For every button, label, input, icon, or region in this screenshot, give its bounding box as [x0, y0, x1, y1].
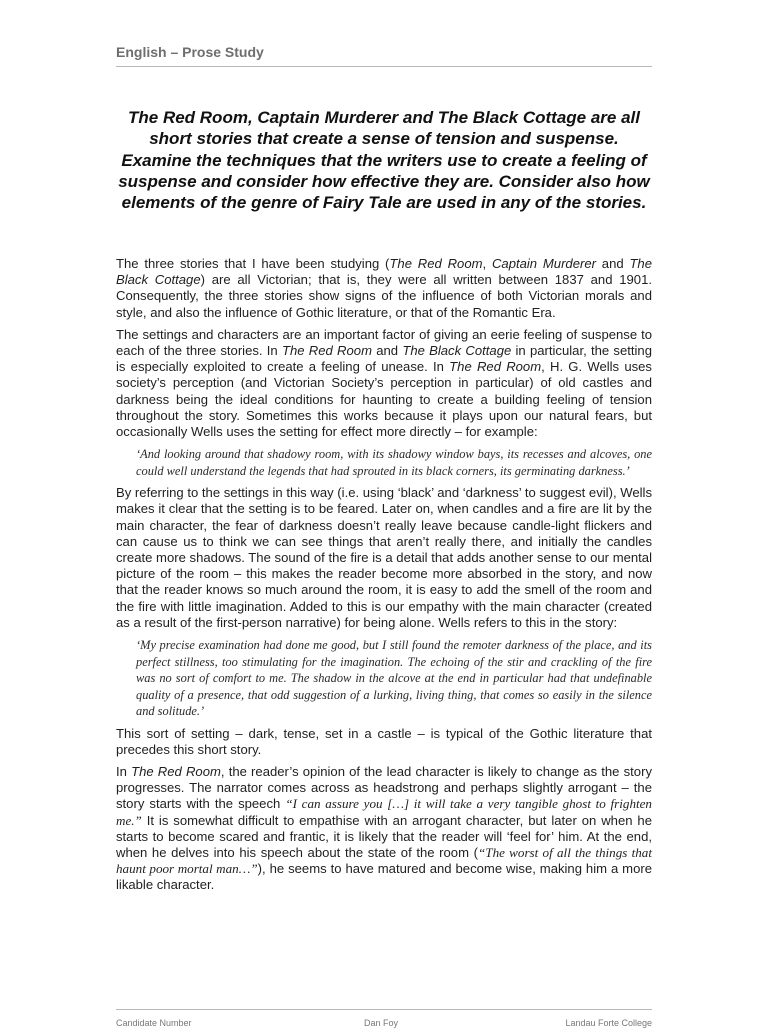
- inline-quote: “I can assure you […] it will take a very tangible ghost to frighten me.”: [116, 796, 652, 828]
- story-title: The Black Cottage: [402, 343, 512, 359]
- paragraph-setting-analysis: By referring to the settings in this way (i.e. using ‘black’ and ‘darkness’ to suggest evil), Wells makes it clear that the setting is to be feared. Later on, when candles and a fire are lit by the main character, the fear of darkness doesn’t really leave because candle-light flickers and can cause us to think we can see things that aren’t really there, and initially the candles create more shadows. The sound of the fire is a detail that adds another sense to our mental picture of the room – this makes the reader become more absorbed in the story, and now that the reader knows so much around the room, it is easy to add the smell of the room and the fire with little imagination. Added to this is our empathy with the main character (created as a result of the first-person narrative) for being alone. Wells refers to this in the story:: [116, 485, 652, 630]
- page-footer: [116, 1009, 652, 1028]
- essay-question: The Red Room, Captain Murderer and The Black Cottage are all short stories that create a sense of tension and suspense. Examine the techniques that the writers use to create a feeling of suspense and consider how effective they are. Consider also how elements of the genre of Fairy Tale are used in any of the stories.: [118, 108, 650, 213]
- paragraph-gothic: This sort of setting – dark, tense, set in a castle – is typical of the Gothic literature that precedes this short story.: [116, 725, 652, 757]
- footer-candidate-number: Candidate Number: [116, 1018, 192, 1028]
- page-header: [116, 44, 652, 67]
- story-title: Captain Murderer: [491, 256, 596, 271]
- paragraph-character: In The Red Room, the reader’s opinion of the lead character is likely to change as the story progresses. The narrator comes across as headstrong and perhaps slightly arrogant – the story starts with the speech “I can assure you […] it will take a very tangible ghost to frighten me.” It is somewhat difficult to empathise with an arrogant character, but later on when he starts to become scared and frantic, it is likely that the reader will ‘feel for’ him. At the end, when he delves into his speech about the state of the room (“The worst of all the things that haunt poor mortal man…”), he seems to have matured and become wise, making him a more likable character.: [116, 763, 653, 893]
- footer-author: Dan Foy: [364, 1018, 399, 1028]
- inline-quote: “The worst of all the things that haunt poor mortal man…”: [116, 844, 652, 877]
- story-title: The Red Room: [389, 256, 483, 271]
- paragraph-intro: The three stories that I have been studying (The Red Room, Captain Murderer and The Black Cottage) are all Victorian; that is, they were all written between 1837 and 1901. Consequently, the three stories show signs of the influence of both Victorian morals and style, and also the influence of Gothic literature, or that of the Romantic Era.: [116, 256, 652, 320]
- essay-body: [116, 256, 652, 900]
- story-title: The Black Cottage: [116, 256, 652, 288]
- paragraph-settings: The settings and characters are an important factor of giving an eerie feeling of suspense to each of the three stories. In The Red Room and The Black Cottage in particular, the setting is especially exploited to create a feeling of unease. In The Red Room, H. G. Wells uses society’s perception (and Victorian Society’s perception in particular) of old castles and darkness being the ideal conditions for haunting to create a building feeling of tension throughout the story. Sometimes this works because it plays upon our natural fears, but occasionally Wells uses the setting for effect more directly – for example:: [116, 326, 652, 440]
- block-quote: ‘And looking around that shadowy room, with its shadowy window bays, its recesses and alcoves, one could well understand the legends that had sprouted in its black corners, its germinating darkness.’: [136, 447, 652, 478]
- story-title: The Red Room: [281, 343, 372, 359]
- story-title: The Red Room: [131, 763, 221, 779]
- document-page: [116, 0, 653, 1028]
- block-quote: ‘My precise examination had done me good, but I still found the remoter darkness of the place, and its perfect stillness, too stimulating for the imagination. The echoing of the stir and crackling of the fire was no sort of comfort to me. The shadow in the alcove at the end in particular had that undefinable quality of a presence, that odd suggestion of a lurking, living thing, that comes so easily in the silence and solitude.’: [136, 638, 652, 719]
- footer-school: Landau Forte College: [565, 1018, 652, 1028]
- story-title: The Red Room: [449, 359, 542, 375]
- header-title: English – Prose Study: [116, 44, 264, 60]
